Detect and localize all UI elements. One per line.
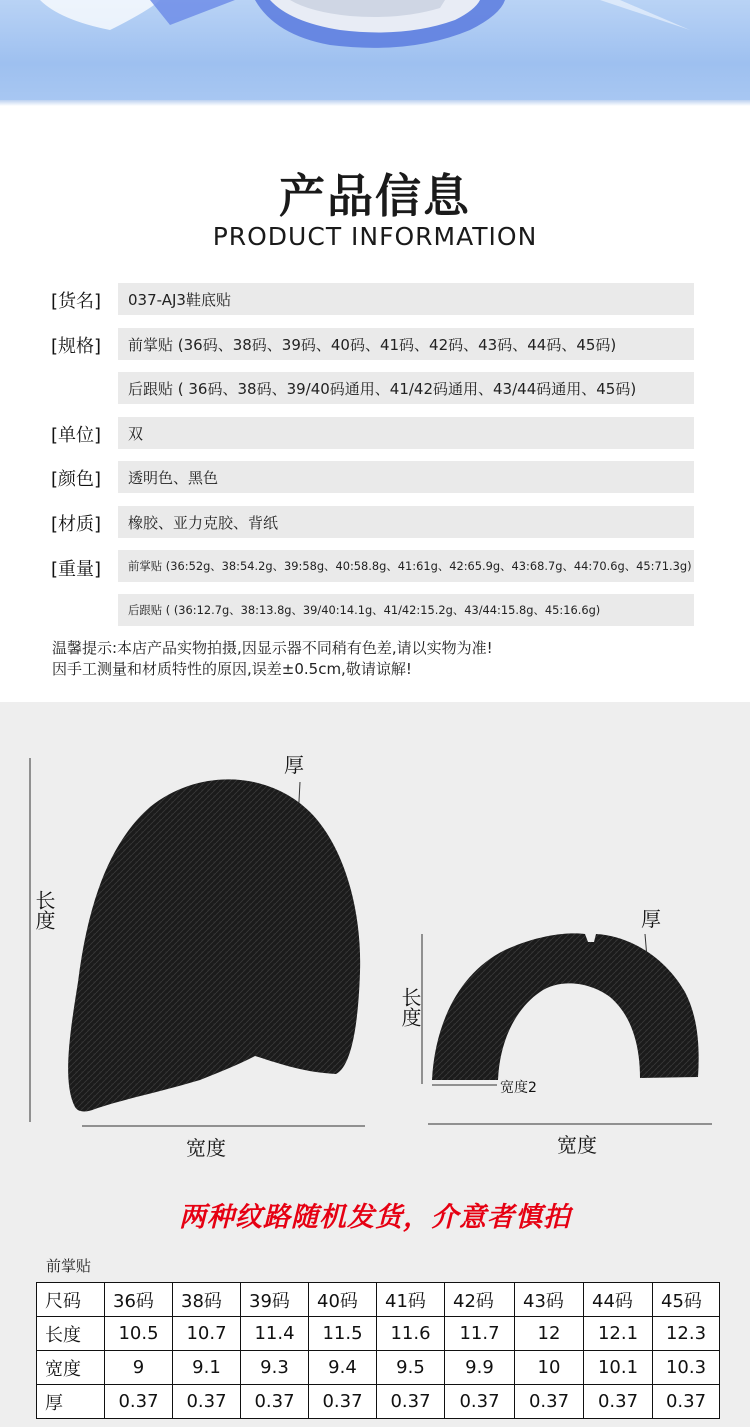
table-header-cell: 36码 xyxy=(105,1283,173,1317)
table-cell: 11.7 xyxy=(445,1317,515,1351)
table-header-cell: 41码 xyxy=(377,1283,445,1317)
info-value-name: 037-AJ3鞋底贴 xyxy=(118,283,694,315)
table-cell: 10 xyxy=(515,1351,584,1385)
page-subtitle: PRODUCT INFORMATION xyxy=(212,222,538,251)
heel-thickness-label: 厚 xyxy=(641,907,661,931)
table-header-cell: 38码 xyxy=(173,1283,241,1317)
table-cell: 11.5 xyxy=(309,1317,377,1351)
heel-width2-label: 宽度2 xyxy=(500,1080,537,1096)
front-length-label: 长度 xyxy=(32,890,56,930)
table-row-label: 厚 xyxy=(37,1385,105,1419)
info-value-spec-front: 前掌贴 (36码、38码、39码、40码、41码、42码、43码、44码、45码) xyxy=(118,328,694,360)
info-value-weight-front: 前掌贴 (36:52g、38:54.2g、39:58g、40:58.8g、41:61g、42:65.9g、43:68.7g、44:70.6g、45:71.3g) xyxy=(118,550,694,582)
table-cell: 12 xyxy=(515,1317,584,1351)
info-value-unit: 双 xyxy=(118,417,694,449)
table-cell: 0.37 xyxy=(584,1385,653,1419)
table-row-width xyxy=(37,1351,720,1385)
table-caption: 前掌贴 xyxy=(46,1257,92,1275)
table-cell: 9.3 xyxy=(241,1351,309,1385)
table-cell: 10.5 xyxy=(105,1317,173,1351)
table-cell: 11.6 xyxy=(377,1317,445,1351)
table-cell: 10.3 xyxy=(653,1351,720,1385)
table-cell: 0.37 xyxy=(653,1385,720,1419)
info-value-material: 橡胶、亚力克胶、背纸 xyxy=(118,506,694,538)
info-value-spec-heel: 后跟贴 ( 36码、38码、39/40码通用、41/42码通用、43/44码通用、45码) xyxy=(118,372,694,404)
table-cell: 10.7 xyxy=(173,1317,241,1351)
table-cell: 0.37 xyxy=(241,1385,309,1419)
info-label-color: [颜色] xyxy=(51,469,102,490)
table-cell: 0.37 xyxy=(309,1385,377,1419)
info-value-color: 透明色、黑色 xyxy=(118,461,694,493)
table-cell: 0.37 xyxy=(445,1385,515,1419)
table-cell: 11.4 xyxy=(241,1317,309,1351)
table-cell: 12.3 xyxy=(653,1317,720,1351)
notice-line-2: 因手工测量和材质特性的原因,误差±0.5cm,敬请谅解! xyxy=(52,660,412,678)
table-header-cell: 42码 xyxy=(445,1283,515,1317)
table-cell: 0.37 xyxy=(515,1385,584,1419)
table-header-row xyxy=(37,1283,720,1317)
banner-decoration xyxy=(0,0,750,106)
table-cell: 9.5 xyxy=(377,1351,445,1385)
heel-width-label: 宽度 xyxy=(557,1133,597,1157)
random-texture-notice: 两种纹路随机发货，介意者慎拍 xyxy=(179,1202,571,1233)
table-row-length xyxy=(37,1317,720,1351)
table-cell: 10.1 xyxy=(584,1351,653,1385)
table-cell: 0.37 xyxy=(173,1385,241,1419)
front-insole-shape xyxy=(68,779,360,1111)
heel-insole-shape xyxy=(432,933,699,1080)
info-label-weight: [重量] xyxy=(51,559,102,580)
table-cell: 9.9 xyxy=(445,1351,515,1385)
table-row-label: 长度 xyxy=(37,1317,105,1351)
table-header-cell: 尺码 xyxy=(37,1283,105,1317)
info-label-unit: [单位] xyxy=(51,425,102,446)
table-cell: 9.4 xyxy=(309,1351,377,1385)
heel-length-label: 长度 xyxy=(398,987,422,1027)
info-value-weight-heel: 后跟贴 ( (36:12.7g、38:13.8g、39/40:14.1g、41/42:15.2g、43/44:15.8g、45:16.6g) xyxy=(118,594,694,626)
size-table xyxy=(36,1282,720,1419)
table-cell: 0.37 xyxy=(105,1385,173,1419)
info-label-name: [货名] xyxy=(51,291,102,312)
table-header-cell: 44码 xyxy=(584,1283,653,1317)
page-title: 产品信息 xyxy=(279,169,471,223)
table-header-cell: 45码 xyxy=(653,1283,720,1317)
table-cell: 12.1 xyxy=(584,1317,653,1351)
front-thickness-label: 厚 xyxy=(284,753,304,777)
notice-line-1: 温馨提示:本店产品实物拍摄,因显示器不同稍有色差,请以实物为准! xyxy=(52,639,493,657)
table-header-cell: 40码 xyxy=(309,1283,377,1317)
top-banner xyxy=(0,0,750,106)
front-width-label: 宽度 xyxy=(186,1136,226,1160)
table-header-cell: 39码 xyxy=(241,1283,309,1317)
table-cell: 9 xyxy=(105,1351,173,1385)
insole-diagram xyxy=(0,702,750,1162)
table-cell: 0.37 xyxy=(377,1385,445,1419)
table-header-cell: 43码 xyxy=(515,1283,584,1317)
info-label-spec: [规格] xyxy=(51,336,102,357)
table-row-thickness xyxy=(37,1385,720,1419)
table-cell: 9.1 xyxy=(173,1351,241,1385)
info-label-material: [材质] xyxy=(51,514,102,535)
table-row-label: 宽度 xyxy=(37,1351,105,1385)
